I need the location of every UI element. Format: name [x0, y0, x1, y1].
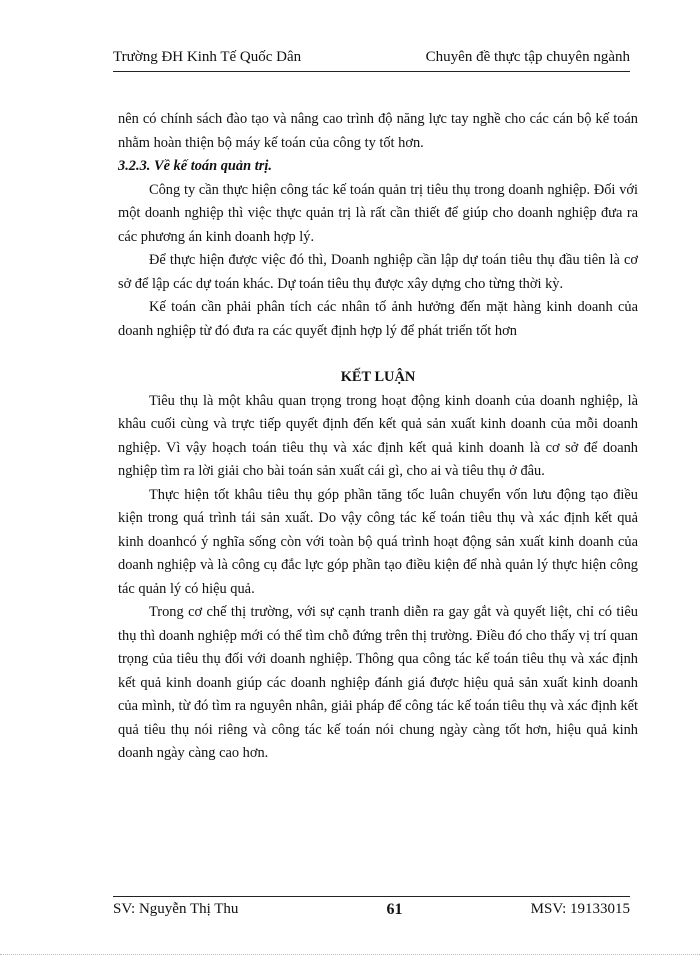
- conclusion-title: KẾT LUẬN: [340, 369, 416, 385]
- page-number: 61: [386, 901, 403, 918]
- header-document-type: Chuyên đề thực tập chuyên ngành: [425, 49, 630, 65]
- footer-student-id: MSV: 19133015: [530, 901, 630, 917]
- header-university: Trường ĐH Kinh Tế Quốc Dân: [113, 49, 302, 65]
- paragraph: Để thực hiện được việc đó thì, Doanh nghiệp cần lập dự toán tiêu thụ đầu tiên là cơ sở để lập các dự toán khác. Dự toán tiêu thụ được xây dựng cho từng thời kỳ.: [118, 252, 638, 292]
- page-header: [113, 40, 630, 66]
- paragraph-continuation: nên có chính sách đào tạo và nâng cao trình độ năng lực tay nghề cho các cán bộ kế toán nhằm hoàn thiện bộ máy kế toán của công ty tốt hơn.: [118, 111, 638, 151]
- page-edge-divider: [0, 954, 700, 955]
- page-footer: [113, 901, 630, 923]
- paragraph: Tiêu thụ là một khâu quan trọng trong hoạt động kinh doanh của doanh nghiệp, là khâu cuối cùng và trực tiếp quyết định đến kết quả sản xuất kinh doanh của mỗi doanh nghiệp. Vì vậy hoạch toán tiêu thụ và xác định kết quả kinh doanh là cơ sở để doanh nghiệp tìm ra lời giải cho bài toán sản xuất cái gì, cho ai và tiêu thụ ở đâu.: [118, 392, 638, 479]
- header-rule: [113, 71, 630, 72]
- paragraph: Trong cơ chế thị trường, với sự cạnh tranh diễn ra gay gắt và quyết liệt, chỉ có tiêu thụ thì doanh nghiệp mới có thể tìm chỗ đứng trên thị trường. Điều đó cho thấy vị trí quan trọng của tiêu thụ đối với doanh nghiệp. Thông qua công tác kế toán tiêu thụ và xác định kết quả kinh doanh giúp các doanh nghiệp đánh giá được hiệu quả sản xuất kinh doanh của mình, từ đó tìm ra nguyên nhân, giải pháp để công tác kế toán tiêu thụ và xác định kết quả tiêu thụ nói riêng và công tác kế toán nói chung ngày càng tốt hơn, hiệu quả kinh doanh ngày càng cao hơn.: [118, 604, 638, 761]
- document-body: [118, 108, 638, 766]
- footer-student-name: SV: Nguyễn Thị Thu: [113, 901, 239, 917]
- paragraph: Công ty cần thực hiện công tác kế toán quản trị tiêu thụ trong doanh nghiệp. Đối với một doanh nghiệp thì việc thực quản trị là rất cần thiết để giúp cho doanh nghiệp đưa ra các phương án kinh doanh hợp lý.: [118, 181, 638, 245]
- paragraph: Thực hiện tốt khâu tiêu thụ góp phần tăng tốc luân chuyển vốn lưu động tạo điều kiện trong quá trình tái sản xuất. Do vậy công tác kế toán tiêu thụ và xác định kết quả kinh doanhcó ý nghĩa sống còn với toàn bộ quá trình hoạt động sản xuất kinh doanh của doanh nghiệp và là công cụ đắc lực góp phần tạo điều kiện để nhà quản lý thực hiện công tác quản lý có hiệu quả.: [118, 486, 638, 597]
- paragraph: Kế toán cần phải phân tích các nhân tố ảnh hưởng đến mặt hàng kinh doanh của doanh nghiệp từ đó đưa ra các quyết định hợp lý để phát triển tốt hơn: [118, 299, 638, 339]
- section-heading: 3.2.3. Về kế toán quản trị.: [118, 158, 272, 174]
- footer-rule: [113, 896, 630, 897]
